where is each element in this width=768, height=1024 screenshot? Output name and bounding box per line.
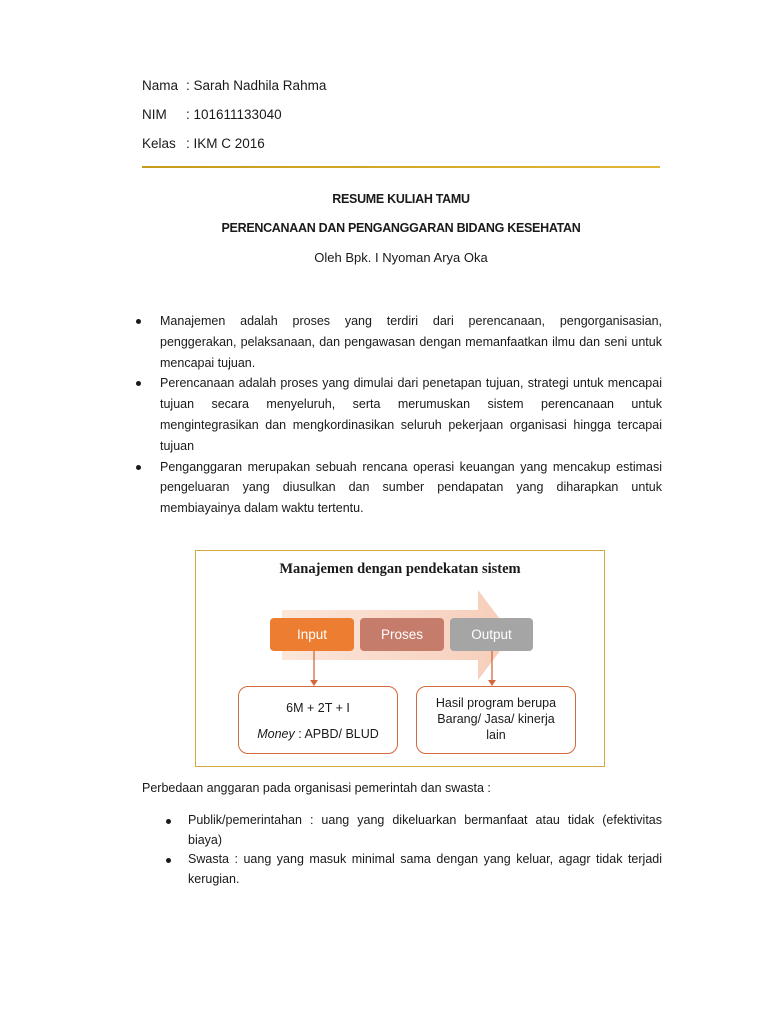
kelas-label: Kelas: [142, 136, 176, 151]
input-detail-line1: 6M + 2T + I: [286, 701, 350, 715]
list-item-text: Publik/pemerintahan : uang yang dikeluarkan bermanfaat atau tidak (efektivitas biaya): [188, 813, 662, 847]
money-value: : APBD/ BLUD: [294, 727, 379, 741]
comparison-intro: Perbedaan anggaran pada organisasi pemerintah dan swasta :: [142, 781, 491, 795]
bullet-icon: [166, 819, 171, 824]
list-item-text: Perencanaan adalah proses yang dimulai dari penetapan tujuan, strategi untuk mencapai tujuan secara menyeluruh, serta merumuskan sistem perencanaan untuk mengintegrasikan dan mengkordinasikan seluruh pekerjaan organisasi hingga tercapai tujuan: [160, 376, 662, 453]
nama-label: Nama: [142, 78, 179, 93]
nim-label: NIM: [142, 107, 167, 122]
kelas-value: : IKM C 2016: [186, 136, 265, 151]
money-label: Money: [257, 727, 295, 741]
output-detail-line3: lain: [486, 728, 506, 742]
list-item-text: Penganggaran merupakan sebuah rencana operasi keuangan yang mencakup estimasi pengeluaran yang diusulkan dan sumber pendapatan yang diharapkan untuk membiayainya dalam waktu tertentu.: [160, 459, 662, 516]
output-detail-line2: Barang/ Jasa/ kinerja: [437, 712, 555, 726]
document-subtitle: PERENCANAAN DAN PENGANGGARAN BIDANG KESEHATAN: [221, 221, 581, 235]
input-detail-line2: [239, 721, 397, 747]
bullet-icon: [166, 858, 171, 863]
nim-value: : 101611133040: [186, 107, 282, 122]
list-item: [168, 811, 662, 850]
stage-proses: Proses: [360, 618, 444, 651]
list-item-text: Manajemen adalah proses yang terdiri dari perencanaan, pengorganisasian, penggerakan, pelaksanaan, dan pengawasan dengan memanfaatkan ilmu dan seni untuk mencapai tujuan.: [160, 314, 662, 370]
output-detail-line1: Hasil program berupa: [435, 696, 557, 710]
document-title: RESUME KULIAH TAMU: [332, 192, 470, 206]
document-byline: Oleh Bpk. I Nyoman Arya Oka: [314, 250, 488, 265]
list-item: [168, 850, 662, 889]
stage-input: Input: [270, 618, 354, 651]
comparison-list: [168, 811, 662, 889]
diagram-title: Manajemen dengan pendekatan sistem: [279, 561, 521, 577]
output-detail-box: [416, 686, 576, 754]
stage-output: Output: [450, 618, 533, 651]
nama-value: : Sarah Nadhila Rahma: [186, 78, 327, 93]
list-item-text: Swasta : uang yang masuk minimal sama dengan yang keluar, agagr tidak terjadi kerugian.: [188, 852, 662, 886]
input-detail-box: [238, 686, 398, 754]
